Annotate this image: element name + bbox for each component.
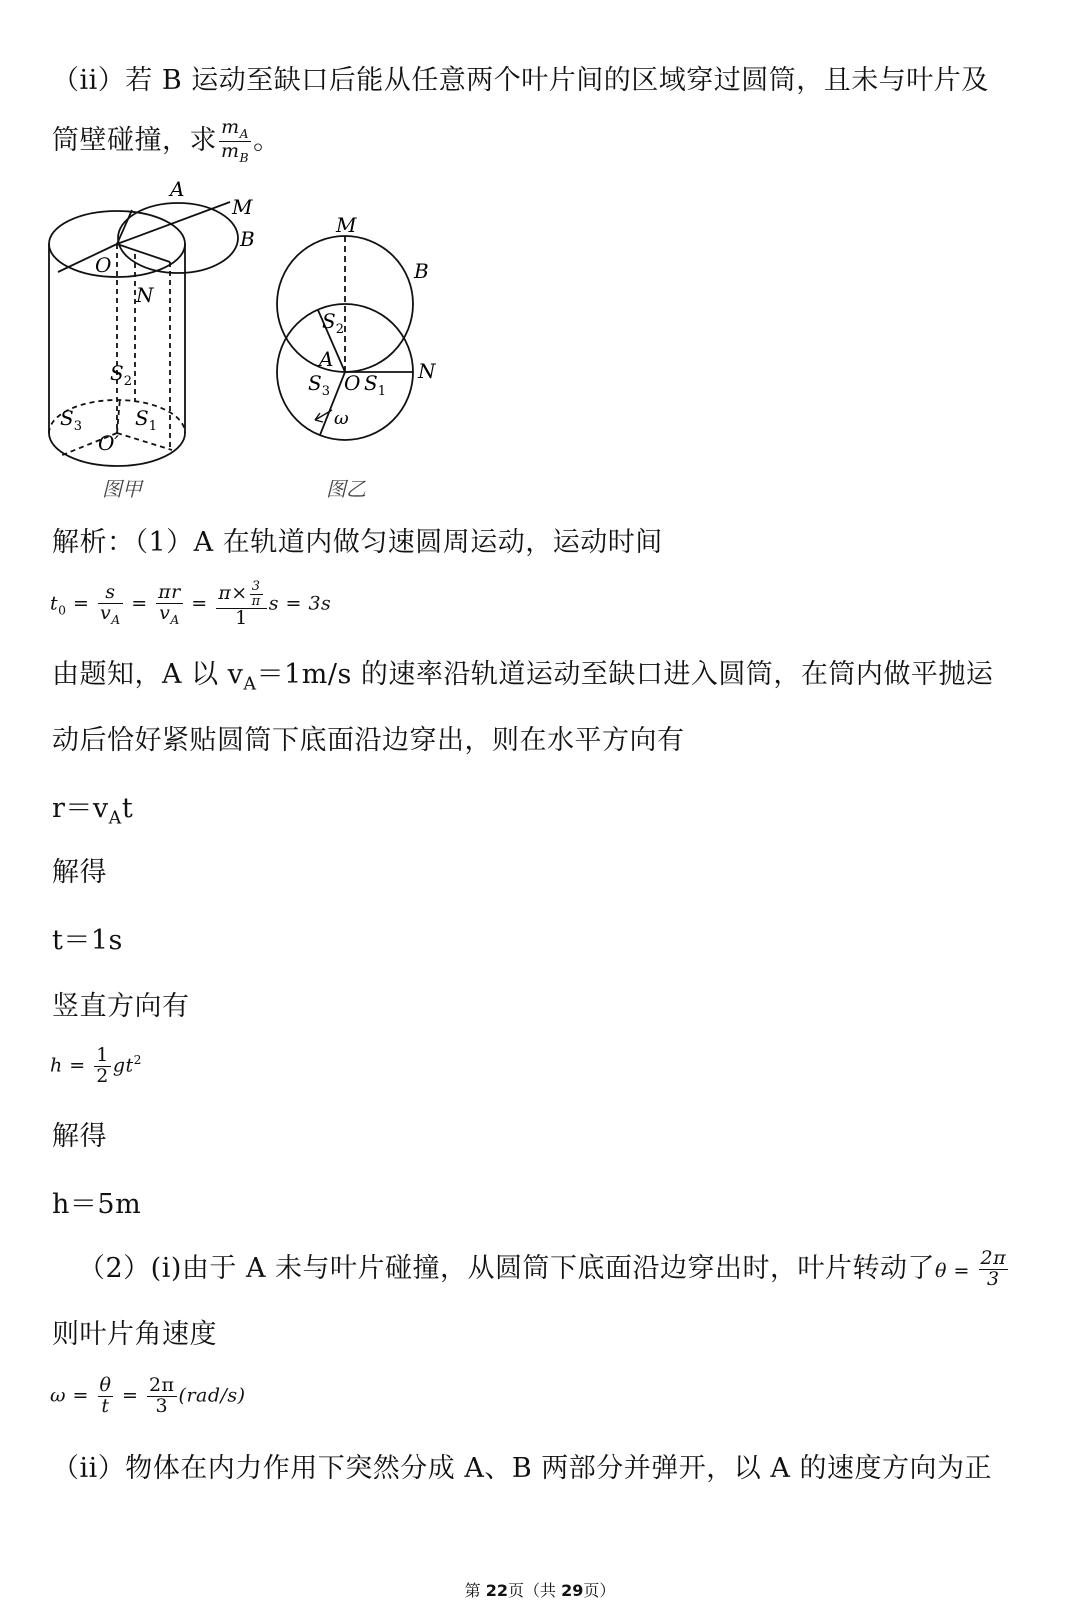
equation-h: h = $\frac{1}{2}$ $gt^2$ <box>50 1044 143 1087</box>
fig-a-label-O: O <box>95 253 112 277</box>
fig-b-label-S2: $S_2$ <box>322 309 344 337</box>
mass-ratio-fraction: $\frac{m_A}{m_B}$ <box>221 116 250 165</box>
solve-label-1: 解得 <box>52 857 107 888</box>
question-text-2: 筒壁碰撞，求 <box>52 125 217 156</box>
fig-b-label-S1: $S_1$ <box>364 371 386 399</box>
fig-a-label-S3: $S_3$ <box>60 406 82 434</box>
fig-a-label-S2: $S_2$ <box>110 361 132 389</box>
solve-label-2: 解得 <box>52 1121 107 1152</box>
fig-b-label-O: O <box>344 371 361 395</box>
equation-t0: $t_0$ = $\frac{s}{v_A}$ = $\frac{\pi r}{v_A}$ = π× $\frac{3}{\pi}$ 1 s = 3s <box>50 579 332 630</box>
fig-a-label-O-prime: O′ <box>98 431 119 455</box>
question-line-1 <box>52 58 989 97</box>
total-page-count: 29 <box>561 1581 584 1600</box>
solution-para-6: 则叶片角速度 <box>52 1319 217 1350</box>
fig-a-caption: 图甲 <box>102 477 142 501</box>
figure-panel <box>40 180 460 510</box>
fig-b-label-B: B <box>414 259 429 283</box>
question-line-2 <box>52 118 281 165</box>
fig-b-label-A: A <box>319 347 334 371</box>
fig-b-label-S3: $S_3$ <box>308 371 330 399</box>
fig-a-label-S1: $S_1$ <box>135 406 157 434</box>
solution-para-7: （ii）物体在内力作用下突然分成 A、B 两部分并弹开，以 A 的速度方向为正 <box>52 1453 992 1484</box>
equation-h-value: h＝5m <box>52 1189 142 1220</box>
page-footer: 第 22页（共 29页） <box>464 1581 616 1600</box>
solution-para-4: 竖直方向有 <box>52 991 190 1022</box>
question-text-1: （ii）若 B 运动至缺口后能从任意两个叶片间的区域穿过圆筒，且未与叶片及 <box>52 65 989 96</box>
fig-a-label-B: B <box>240 227 255 251</box>
question-end-mark: 。 <box>253 125 281 156</box>
equation-t: t＝1s <box>52 925 123 956</box>
fig-b-label-omega: ω <box>334 408 349 429</box>
equation-r: $r=v_At$ <box>52 793 134 829</box>
equation-omega: ω = $\frac{\theta}{t}$ = $\frac{2\pi}{3}$ (rad/s) <box>50 1374 246 1417</box>
solution-intro: 解析：（1）A 在轨道内做匀速圆周运动，运动时间 <box>52 527 663 558</box>
fig-a-label-N: N <box>136 283 154 307</box>
solution-para-2: 由题知，A 以 $v_A=1m/s$ 的速率沿轨道运动至缺口进入圆筒，在筒内做平抛运 <box>52 659 994 695</box>
fig-b-caption: 图乙 <box>326 477 366 501</box>
solution-para-3: 动后恰好紧贴圆筒下底面沿边穿出，则在水平方向有 <box>52 725 685 756</box>
fig-a-label-M: M <box>232 195 253 219</box>
fig-b-label-N: N <box>418 359 436 383</box>
solution-para-5: （2）(ⅰ)由于 A 未与叶片碰撞，从圆筒下底面沿边穿出时，叶片转动了θ = $\frac{2\pi}{3}$ <box>78 1247 1007 1290</box>
current-page-number: 22 <box>485 1581 508 1600</box>
fig-a-label-A: A <box>170 180 185 201</box>
fig-b-label-M: M <box>336 213 357 237</box>
